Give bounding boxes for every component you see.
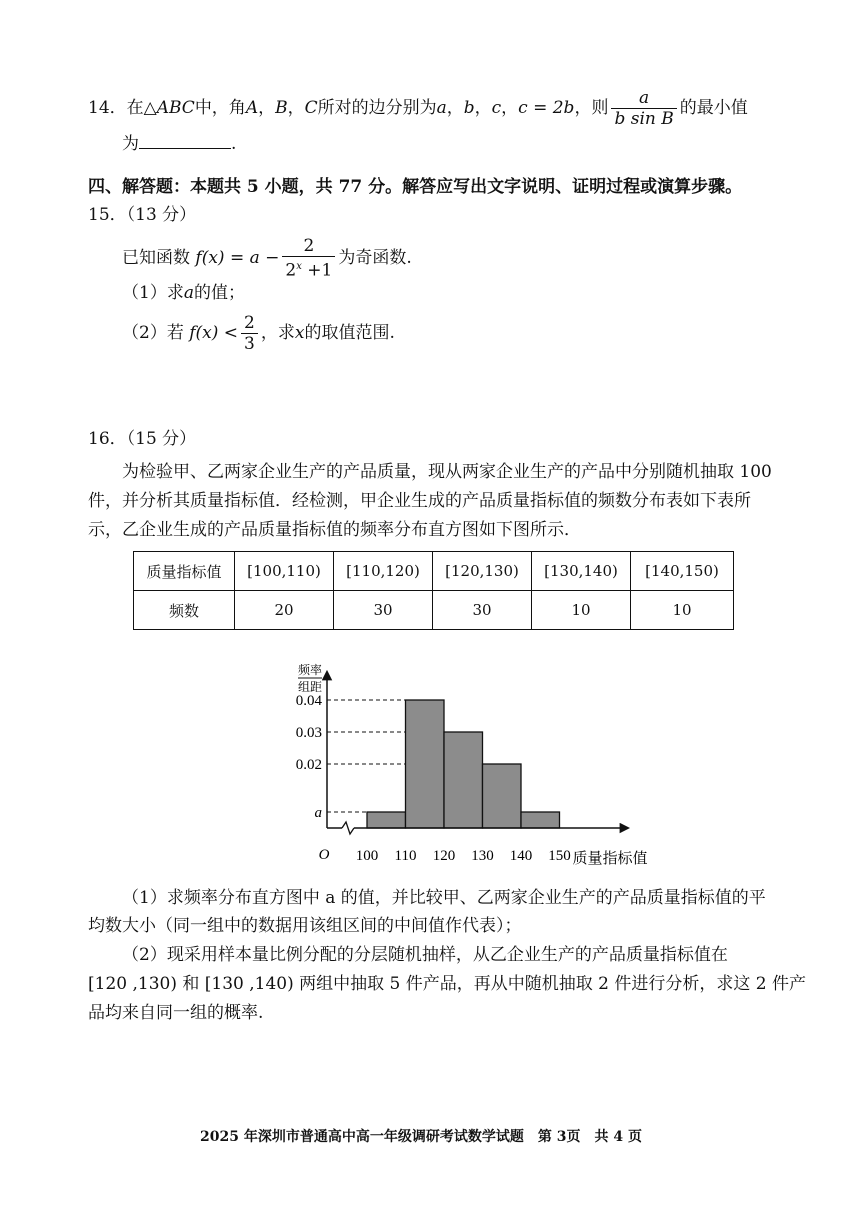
y-tick-label-2: 0.02 (295, 757, 322, 773)
q15-text: （1）求 (122, 283, 184, 303)
frequency-histogram (280, 660, 680, 875)
q16-para-line1: 为检验甲、乙两家企业生产的产品质量，现从两家企业生产的产品中分别随机抽取 100 (122, 462, 772, 482)
x-tick-label-3: 130 (471, 848, 494, 864)
sep: ， (258, 98, 276, 118)
fraction (282, 236, 335, 281)
condition: c = 2b (518, 98, 575, 118)
table-cell: 10 (631, 591, 734, 630)
q16-part1-line2: 均数大小（同一组中的数据用该组区间的中间值作代表）； (88, 916, 522, 936)
q14-text: 的最小值 (679, 98, 748, 118)
table-row (134, 552, 734, 591)
frequency-table (133, 551, 734, 630)
fraction-numerator: 2 (282, 236, 335, 257)
triangle-label: ABC (156, 98, 195, 118)
side-b: b (463, 98, 475, 118)
fraction-numerator: 2 (241, 313, 258, 334)
fraction-numerator: a (611, 88, 676, 109)
table-header-cell: 频数 (134, 591, 235, 630)
question-number: 14． (88, 98, 127, 118)
table-cell: 30 (334, 591, 433, 630)
table-cell: 10 (532, 591, 631, 630)
variable-x: x (294, 323, 305, 343)
sep: ， (474, 98, 492, 118)
x-tick-label-4: 140 (509, 848, 533, 864)
angle-b: B (275, 98, 288, 118)
q15-text: （2）若 (122, 323, 184, 343)
axis-break-icon (342, 822, 354, 834)
q14-line2 (122, 132, 236, 156)
table-cell: [140,150) (631, 552, 734, 591)
fraction-denominator: 3 (244, 334, 255, 354)
table-cell: 20 (235, 591, 334, 630)
table-row (134, 591, 734, 630)
y-tick-label-0: 0.04 (295, 693, 322, 709)
sep: ， (287, 98, 305, 118)
q16-part1-line1: （1）求频率分布直方图中 a 的值，并比较甲、乙两家企业生产的产品质量指标值的平 (122, 888, 766, 908)
table-header-cell: 质量指标值 (134, 552, 235, 591)
x-axis-label: 质量指标值 (572, 851, 648, 867)
q15-text: 的取值范围. (304, 323, 395, 343)
angle-a: A (245, 98, 259, 118)
q14-text: ，则 (574, 98, 609, 118)
sep: ， (501, 98, 519, 118)
x-tick-label-1: 110 (394, 848, 417, 864)
q16-part2-line2: [120 ,130) 和 [130 ,140) 两组中抽取 5 件产品，再从中随机抽取 2 件进行分析，求这 2 件产 (88, 974, 807, 994)
q15-intro (122, 236, 412, 281)
function-expr: f(x) = a − (195, 248, 280, 268)
den-exponent: x (296, 261, 302, 273)
y-label-top: 频率 (297, 663, 323, 677)
q16-part2-line3: 品均来自同一组的概率. (88, 1003, 264, 1023)
page-footer: 2025 年深圳市普通高中高一年级调研考试数学试题 第 3页 共 4 页 (200, 1129, 642, 1145)
table-cell: [120,130) (433, 552, 532, 591)
den-tail: +1 (301, 260, 333, 281)
y-label-bottom: 组距 (297, 680, 323, 694)
table-cell: 30 (433, 591, 532, 630)
origin-label: O (318, 847, 330, 863)
q15-header: 15．（13 分） (88, 205, 197, 225)
den-base: 2 (285, 260, 297, 281)
q15-text: 已知函数 (122, 248, 190, 268)
table-cell: [110,120) (334, 552, 433, 591)
x-tick-label-5: 150 (548, 848, 571, 864)
q14-text: 中，角 (194, 98, 246, 118)
y-tick-label-3: a (314, 805, 322, 821)
function-expr: f(x) < (189, 323, 239, 343)
y-tick-label-1: 0.03 (295, 725, 322, 741)
histogram-bar-3 (483, 764, 522, 828)
histogram-bar-2 (444, 732, 483, 828)
q15-part2 (122, 311, 395, 355)
q15-text: ，求 (260, 323, 295, 343)
q16-part2-line1: （2）现采用样本量比例分配的分层随机抽样，从乙企业生产的产品质量指标值在 (122, 945, 728, 965)
section-heading: 四、解答题：本题共 5 小题，共 77 分。解答应写出文字说明、证明过程或演算步骤。 (88, 177, 743, 197)
q15-text: 为奇函数. (338, 248, 412, 268)
answer-blank (139, 134, 231, 149)
x-tick-label-2: 120 (432, 848, 456, 864)
fraction (241, 313, 258, 354)
q15-text: 的值； (193, 283, 245, 303)
fraction-denominator (282, 257, 335, 281)
histogram-bar-0 (367, 812, 406, 828)
q16-para-line3: 示，乙企业生成的产品质量指标值的频率分布直方图如下图所示． (88, 520, 581, 540)
q14-text: 在△ (126, 98, 157, 118)
sep: ， (446, 98, 464, 118)
q14-text: 为 (122, 134, 139, 154)
q14-text: . (231, 134, 237, 154)
side-c: c (491, 98, 502, 118)
angle-c: C (304, 98, 318, 118)
table-cell: [130,140) (532, 552, 631, 591)
fraction-denominator: b sin B (614, 109, 674, 129)
q16-header: 16．（15 分） (88, 429, 197, 449)
side-a: a (436, 98, 447, 118)
x-tick-label-0: 100 (355, 848, 379, 864)
histogram-bar-1 (406, 700, 445, 828)
q14-line1 (88, 88, 748, 129)
table-cell: [100,110) (235, 552, 334, 591)
q14-text: 所对的边分别为 (317, 98, 437, 118)
q16-para-line2: 件，并分析其质量指标值．经检测，甲企业生成的产品质量指标值的频数分布表如下表所 (88, 491, 751, 511)
histogram-bar-4 (521, 812, 560, 828)
q15-part1 (122, 281, 245, 305)
variable-a: a (183, 283, 194, 303)
fraction (611, 88, 676, 129)
